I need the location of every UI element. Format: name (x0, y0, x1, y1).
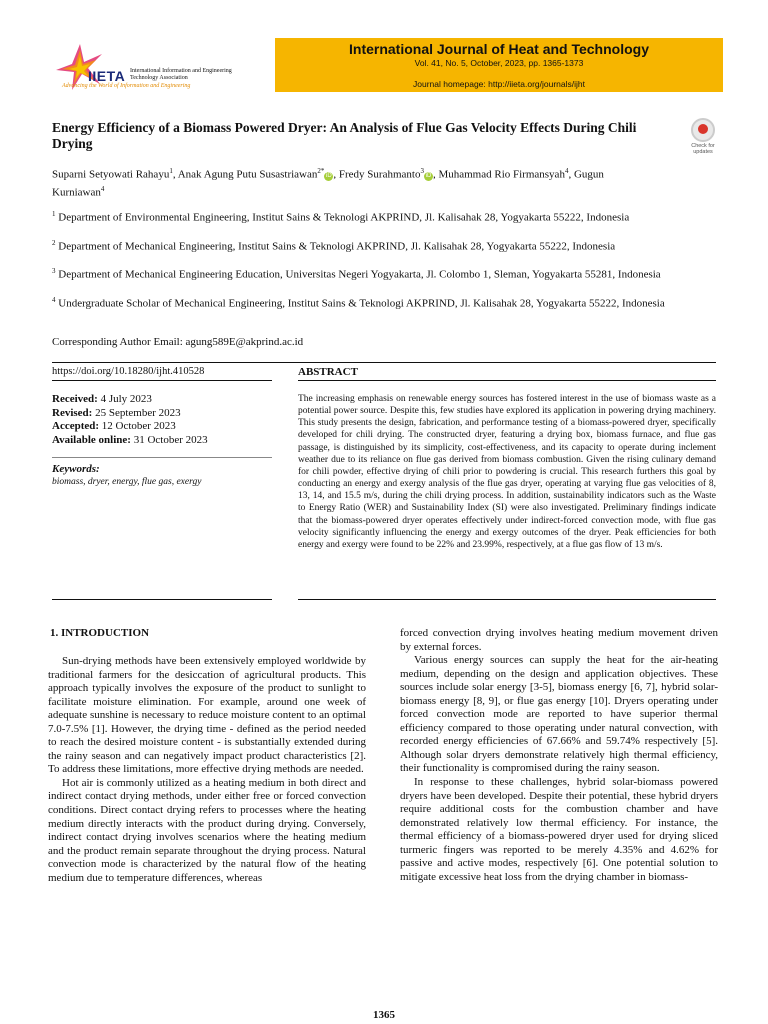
divider (298, 599, 716, 600)
paragraph: forced convection drying involves heating medium movement driven by external forces. (400, 627, 718, 653)
author-affiliation-mark: 2* (317, 167, 325, 175)
abstract-text: The increasing emphasis on renewable energy sources has fostered interest in the use of biomass waste as a potential power source. Despite this, few studies have explored its application in powering drying machinery. This study presents the design, fabrication, and performance testing of a biomass-powered dryer, specifically developed for chili drying. The constructed dryer, featuring a drying box, biomass furnace, and flue gas passage, is distinguished by its simplicity, cost-effectiveness, and its capacity to operate during inclement weather due to its reliance on flue gas derived from biomass combustion. Given the rising culinary demand for chili powder, effective drying of chili prior to powdering is crucial. This research furthers this goal by conducting an energy and exergy analysis of the flue gas dryer, operating at varying flue gas velocities of 8, 13, 14, and 15.5 m/s, during the chili drying process. In addition, sustainability indicators such as the Waste to Energy Ratio (WER) and Sustainability Index (SI) were also investigated. Preliminary findings indicate that the biomass-powered dryer operates effectively under indirect-forced convection mode, with flue gas velocity significantly influencing the energy and exergy outcomes of the dryer. Peak efficiencies for both energy and exergy were found to be 22% and 23.99%, respectively, at a flue gas flow of 13 m/s. (298, 394, 716, 550)
paper-title: Energy Efficiency of a Biomass Powered Dryer: An Analysis of Flue Gas Velocity Effects During Chili Drying (52, 120, 637, 151)
abstract-heading: ABSTRACT (298, 366, 358, 378)
check-for-updates-button[interactable] (685, 118, 721, 156)
left-column (48, 655, 366, 885)
doi-link[interactable]: https://doi.org/10.18280/ijht.410528 (52, 366, 205, 377)
keywords-label: Keywords: (52, 463, 100, 475)
affiliation-mark: 4 (52, 296, 56, 304)
affiliation-text: Department of Environmental Engineering, Institut Sains & Teknologi AKPRIND, Jl. Kalisahak 28, Yogyakarta 55222, Indonesia (55, 211, 630, 224)
author-list: Suparni Setyowati Rahayu$^1$, Anak Agung Putu Susastriawan$^{2*}$iD , Fredy Surahmanto$^3$iD , Muhammad Rio Firmansyah$^4$, Gugun Kurniawan$^4$ (52, 167, 604, 199)
orcid-icon[interactable]: iD (326, 172, 332, 179)
revised-date: 25 September 2023 (95, 406, 181, 419)
author-name: Anak Agung Putu Susastriawan (177, 168, 318, 181)
author-name: Muhammad Rio Firmansyah (438, 168, 565, 181)
journal-homepage[interactable]: Journal homepage: http://iieta.org/journals/ijht (413, 79, 585, 89)
affiliation (52, 208, 692, 225)
orcid-icon[interactable]: iD (425, 172, 432, 179)
received-date: 4 July 2023 (100, 393, 152, 405)
article-dates (52, 393, 208, 447)
journal-meta: Vol. 41, No. 5, October, 2023, pp. 1365-1373 (414, 58, 584, 68)
logo-org: International Information and Engineering Technology Association (130, 68, 232, 81)
author-name: Suparni Setyowati Rahayu (52, 168, 170, 181)
keywords: biomass, dryer, energy, flue gas, exergy (52, 477, 202, 487)
divider (52, 599, 272, 600)
page-number: 1365 (373, 1009, 395, 1021)
paragraph: Hot air is commonly utilized as a heating medium in both direct and indirect contact drying methods, under either free or forced convection conditions. Direct contact drying refers to processes where the heating medium directly interacts with the product during drying. Conversely, indirect contact drying involves scenarios where the heating medium and the product remain separate throughout the drying process. Natural convection mode is characterized by the natural flow of the heating medium due to temperature differences, whereas (48, 776, 366, 884)
author-affiliation-mark: 1 (169, 167, 173, 175)
affiliation-text: Department of Mechanical Engineering Education, Universitas Negeri Yogyakarta, Jl. Colombo 1, Sleman, Yogyakarta 55281, Indonesia (55, 268, 661, 281)
author-affiliation-mark: 3 (420, 167, 424, 175)
check-updates-icon (691, 118, 715, 142)
author-name: Gugun Kurniawan (52, 168, 604, 199)
section-title: 1. INTRODUCTION (50, 627, 150, 639)
affiliation-mark: 3 (52, 267, 56, 275)
revised-label: Revised: (52, 406, 93, 419)
divider (52, 380, 272, 381)
affiliation (52, 237, 692, 254)
paragraph: Various energy sources can supply the heat for the air-heating medium, depending on the design and application objectives. These sources include solar energy [3-5], biomass energy [6, 7], hybrid solar-biomass energy [8, 9], or flue gas energy [10]. Dryers operating under forced convection mode are reported to have superior thermal efficiency compared to those operating under natural convection, with recorded energy efficiencies of 67.66% and 59.74% respectively [5]. Although solar dryers demonstrate relatively high thermal efficiency, their functionality is compromised during the rainy season. (400, 654, 718, 775)
logo-tagline: Advancing the World of Information and Engineering (62, 83, 191, 89)
author-name: Fredy Surahmanto (338, 168, 421, 181)
affiliation-mark: 1 (52, 210, 56, 218)
affiliation (52, 294, 692, 311)
affiliation-mark: 2 (52, 239, 56, 247)
online-date: 31 October 2023 (133, 433, 208, 446)
received-label: Received: (52, 393, 98, 405)
paragraph: Sun-drying methods have been extensively employed worldwide by traditional farmers for the desiccation of agricultural products. This approach typically involves the exposure of the product to sunlight to facilitate moisture elimination. For example, around one week of adequate sunshine is necessary to reduce moisture content to an optimal 7.0-7.5% [1]. However, the drying time - defined as the period needed to reach the desired moisture content - is substantially extended during the rainy season and can negatively impact product characteristics [2]. To address these limitations, more effective drying methods are needed. (48, 655, 366, 776)
author-affiliation-mark: 4 (100, 184, 105, 193)
corresponding-author: Corresponding Author Email: agung589E@akprind.ac.id (52, 336, 304, 348)
online-label: Available online: (52, 433, 131, 446)
divider (52, 457, 272, 458)
accepted-label: Accepted: (52, 420, 100, 432)
divider (298, 380, 716, 381)
affiliation (52, 265, 692, 282)
author-affiliation-mark: 4 (564, 167, 569, 175)
right-column (400, 627, 718, 884)
journal-title: International Journal of Heat and Technology (349, 41, 649, 57)
check-updates-label: Check for updates (691, 143, 715, 155)
logo-name: IIETA (88, 68, 126, 84)
affiliation-text: Undergraduate Scholar of Mechanical Engineering, Institut Sains & Teknologi AKPRIND, Jl. Kalisahak 28, Yogyakarta 55222, Indonesia (55, 297, 665, 310)
divider (52, 362, 716, 363)
paragraph: In response to these challenges, hybrid solar-biomass powered dryers have been developed. Despite their potential, these hybrid dryers require additional costs for the combustion chamber and have demonstrated relatively low thermal efficiency. For instance, the thermal efficiency of a biomass-powered dryer used for drying sliced turmeric fingers was reported to be merely 4.35% and 4.62% for passive and active modes, respectively [6]. One potential solution to mitigate excessive heat loss from the drying chamber in biomass- (400, 776, 718, 883)
accepted-date: 12 October 2023 (101, 420, 176, 432)
affiliation-text: Department of Mechanical Engineering, Institut Sains & Teknologi AKPRIND, Jl. Kalisahak 28, Yogyakarta 55222, Indonesia (55, 240, 616, 253)
